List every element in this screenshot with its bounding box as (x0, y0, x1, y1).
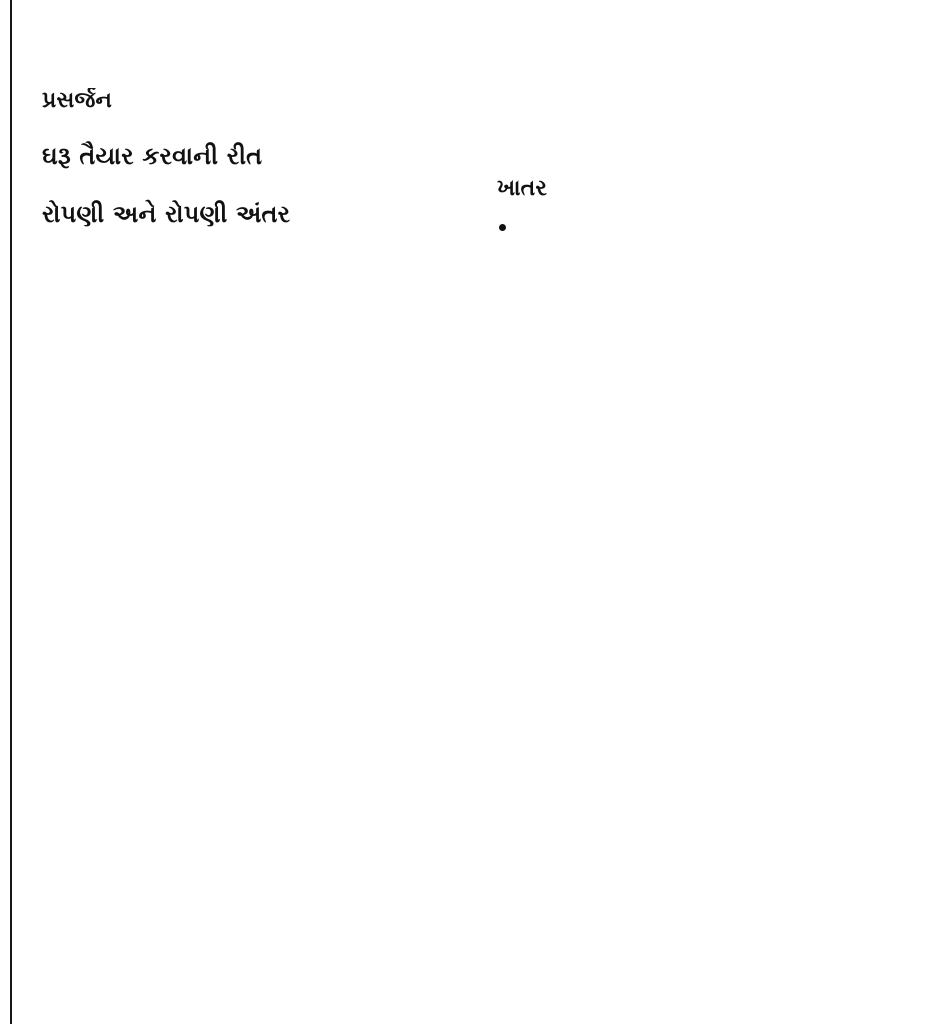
two-column-layout (42, 88, 898, 1000)
section-title-planting-spacing: રોપણી અને રોપણી અંતર (42, 199, 291, 228)
left-column (42, 88, 475, 1000)
section-spacer (497, 158, 930, 176)
left-edge-rule (10, 0, 12, 1024)
paragraph-spacer (497, 98, 930, 108)
right-column (497, 88, 930, 1000)
section-title-manure: ખાતર (497, 176, 548, 201)
section-spacer (42, 125, 475, 143)
section-title-propagation: પ્રસર્જન (42, 88, 113, 113)
section-title-seedling-method: ઘરૂ તૈયાર કરવાની રીત (42, 142, 263, 171)
paragraph-spacer (497, 118, 930, 128)
paragraph-spacer (497, 138, 930, 148)
section-spacer (42, 183, 475, 201)
